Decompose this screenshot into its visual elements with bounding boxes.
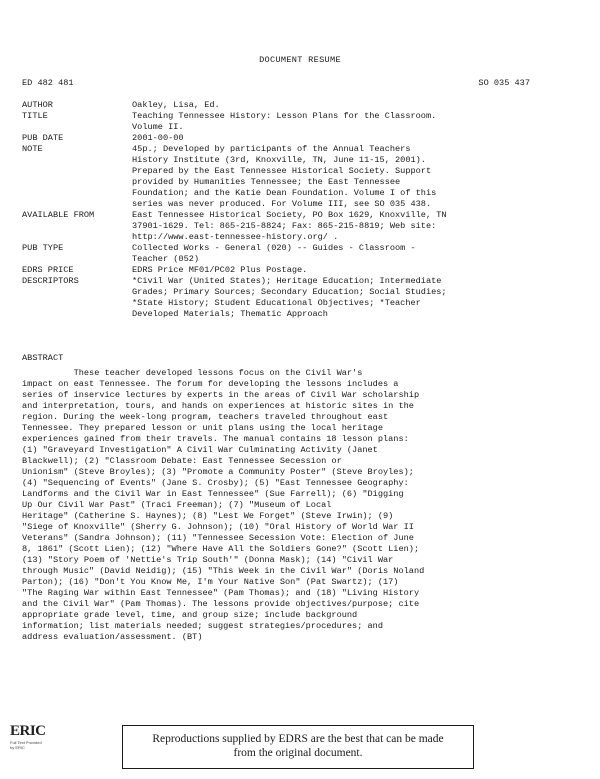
abstract-text: These teacher developed lessons focus on the Civil War's impact on east Tennessee. The forum for developing the lessons includes a series of inservice lectures by experts in the areas of Civil War scholarship and interpretation, tours, and hands on experiences at historic sites in the region. During the week-long program, teachers traveled throughout east Tennessee. They prepared lesson or unit plans using the local heritage experiences gained from their travels. The manual contains 18 lesson plans: (1) "Graveyard Investigation" A Civil War Culminating Activity (Janet Blackwell); (2) "Classroom Debate: East Tennessee Secession or Unionism" (Steve Broyles); (3) "Promote a Community Poster" (Steve Broyles); (4) "Sequencing of Events" (Jane S. Crosby); (5) "East Tennessee Geography: Landforms and the Civil War in East Tennessee" (Sue Farrell); (6) "Digging Up Our Civil War Past" (Traci Freeman); (7) "Museum of Local Heritage" (Catherine S. Haynes); (8) "Lest We Forget" (Steve Irwin); (9) "Siege of Knoxville" (Sherry G. Johnson); (10) "Oral History of World War II Veterans" (Sandra Johnson); (11) "Tennessee Secession Vote: Election of June 8, 1861" (Scott Lien); (12) "Where Have All the Soldiers Gone?" (Scott Lien); (13) "Story Poem of 'Nettie's Trip South'" (Donna Mask); (14) "Civil War through Music" (David Neidig); (15) "This Week in the Civil War" (Doris Noland Parton); (16) "Don't You Know Me, I'm Your Native Son" (Pat Swartz); (17) "The Raging War within East Tennessee" (Pam Thomas); and (18) "Living History and the Civil War" (Pam Thomas). The lessons provide objectives/purpose; cite appropriate grade level, time, and group size; include background information; list materials needed; suggest strategies/procedures; and address evaluation/assessment. (BT) xyxy=(22,368,425,642)
field-descriptors xyxy=(22,276,542,320)
field-author xyxy=(22,100,542,111)
citation-fields xyxy=(22,100,542,320)
field-note xyxy=(22,144,542,210)
field-edrs-price xyxy=(22,265,542,276)
field-value: East Tennessee Historical Society, PO Box 1629, Knoxville, TN 37901-1629. Tel: 865-215-8824; Fax: 865-215-8819; Web site: http://www.east-tennessee-history.org/ . xyxy=(132,210,447,242)
field-title xyxy=(22,111,542,133)
abstract-label: ABSTRACT xyxy=(22,353,64,363)
eric-logo-text: ERIC xyxy=(10,723,46,739)
so-number: SO 035 437 xyxy=(478,78,530,88)
field-pub-date xyxy=(22,133,542,144)
eric-logo xyxy=(10,723,46,765)
field-label: EDRS PRICE xyxy=(22,265,74,275)
field-value: Oakley, Lisa, Ed. xyxy=(132,100,220,110)
field-label: PUB DATE xyxy=(22,133,64,143)
field-value: EDRS Price MF01/PC02 Plus Postage. xyxy=(132,265,308,275)
field-label: NOTE xyxy=(22,144,43,154)
reproduction-line-1: Reproductions supplied by EDRS are the best that can be made xyxy=(152,733,444,745)
field-label: DESCRIPTORS xyxy=(22,276,79,286)
eric-logo-subtext: Full Text Provided by ERIC xyxy=(10,740,42,750)
field-label: PUB TYPE xyxy=(22,243,64,253)
field-value: *Civil War (United States); Heritage Education; Intermediate Grades; Primary Sources; Secondary Education; Social Studies; *State History; Student Educational Objectives; *Teacher Developed Materials; Thematic Approach xyxy=(132,276,447,319)
field-value: 2001-00-00 xyxy=(132,133,184,143)
field-label: AUTHOR xyxy=(22,100,53,110)
field-value: Teaching Tennessee History: Lesson Plans for the Classroom. Volume II. xyxy=(132,111,437,132)
ed-number: ED 482 481 xyxy=(22,78,74,88)
field-pub-type xyxy=(22,243,542,265)
field-value: Collected Works - General (020) -- Guides - Classroom - Teacher (052) xyxy=(132,243,416,264)
field-label: TITLE xyxy=(22,111,48,121)
reproduction-notice xyxy=(122,725,474,769)
field-value: 45p.; Developed by participants of the Annual Teachers History Institute (3rd, Knoxville, TN, June 11-15, 2001). Prepared by the East Tennessee Historical Society. Support provided by Humanities Tennessee; the East Tennessee Foundation; and the Katie Dean Foundation. Volume I of this series was never produced. For Volume III, see SO 035 438. xyxy=(132,144,437,209)
field-available-from xyxy=(22,210,542,243)
reproduction-line-2: from the original document. xyxy=(233,747,363,759)
field-label: AVAILABLE FROM xyxy=(22,210,95,220)
document-title: DOCUMENT RESUME xyxy=(259,55,341,65)
